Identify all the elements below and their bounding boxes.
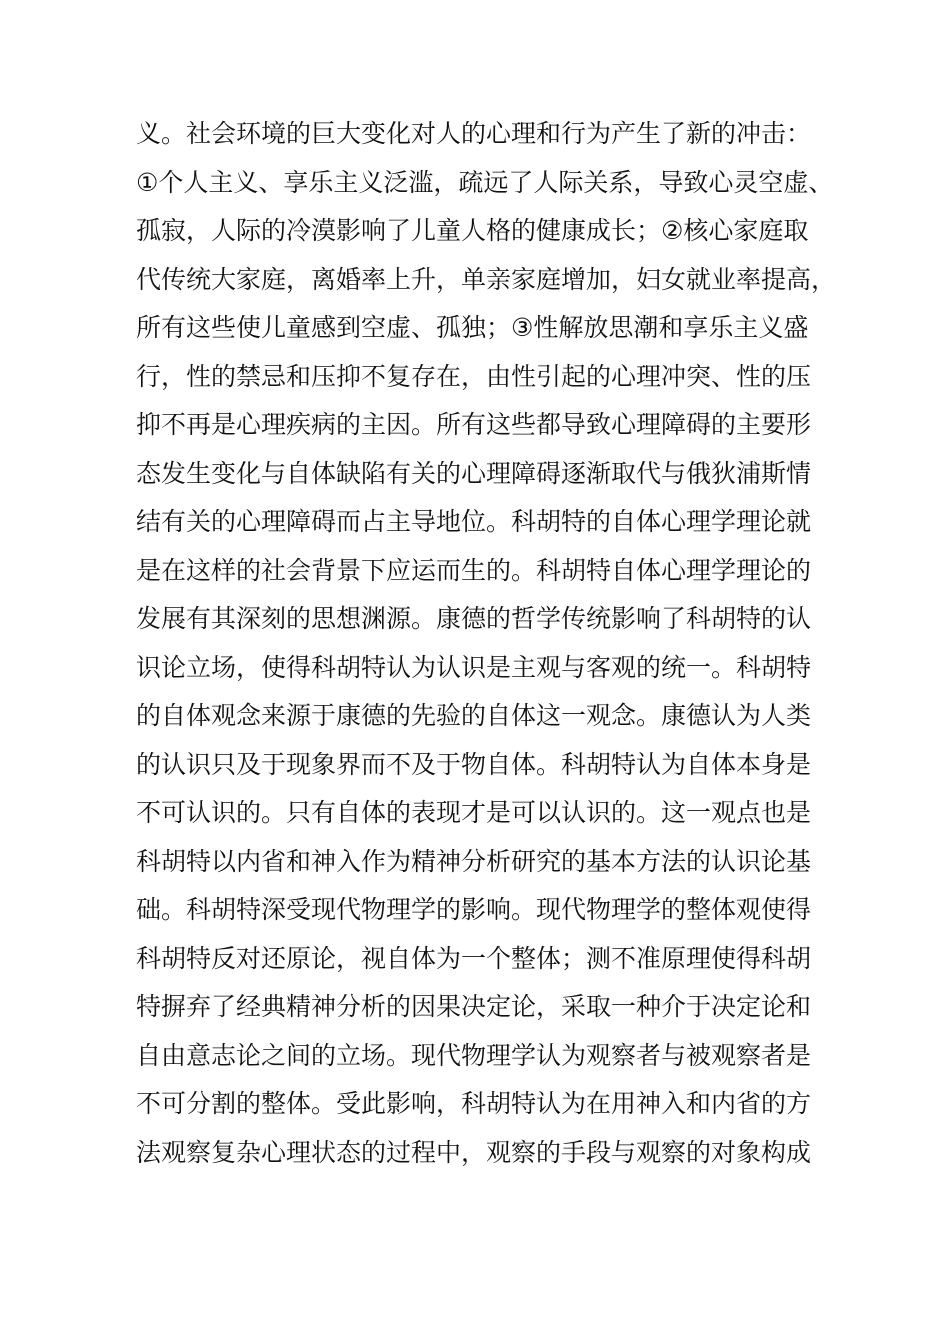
text-line: 孤寂，人际的冷漠影响了儿童人格的健康成长；②核心家庭取: [136, 216, 809, 245]
text-line: 行，性的禁忌和压抑不复存在，由性引起的心理冲突、性的压: [136, 361, 812, 391]
text-line: 代传统大家庭，离婚率上升，单亲家庭增加，妇女就业率提高，: [136, 264, 837, 294]
text-line: 自由意志论之间的立场。现代物理学认为观察者与被观察者是: [136, 1040, 812, 1070]
text-line: 的自体观念来源于康德的先验的自体这一观念。康德认为人类: [136, 701, 812, 730]
text-line: 不可认识的。只有自体的表现才是可以认识的。这一观点也是: [136, 798, 812, 827]
text-line: 不可分割的整体。受此影响，科胡特认为在用神入和内省的方: [136, 1089, 812, 1118]
text-line: 抑不再是心理疾病的主因。所有这些都导致心理障碍的主要形: [136, 410, 812, 439]
text-line: 的认识只及于现象界而不及于物自体。科胡特认为自体本身是: [136, 749, 812, 779]
body-text: [136, 110, 836, 1177]
text-line: 识论立场，使得科胡特认为认识是主观与客观的统一。科胡特: [136, 652, 812, 682]
text-line: 法观察复杂心理状态的过程中，观察的手段与观察的对象构成: [136, 1137, 812, 1167]
text-line: 础。科胡特深受现代物理学的影响。现代物理学的整体观使得: [136, 895, 812, 924]
text-line: 义。社会环境的巨大变化对人的心理和行为产生了新的冲击：: [136, 119, 812, 148]
text-line: 特摒弃了经典精神分析的因果决定论，采取一种介于决定论和: [136, 992, 812, 1021]
text-line: 科胡特以内省和神入作为精神分析研究的基本方法的认识论基: [136, 846, 812, 876]
text-line: 是在这样的社会背景下应运而生的。科胡特自体心理学理论的: [136, 555, 812, 585]
text-line: 科胡特反对还原论，视自体为一个整体；测不准原理使得科胡: [136, 943, 812, 973]
text-line: 发展有其深刻的思想渊源。康德的哲学传统影响了科胡特的认: [136, 604, 812, 633]
text-line: 所有这些使儿童感到空虚、孤独；③性解放思潮和享乐主义盛: [136, 313, 809, 342]
text-line: 结有关的心理障碍而占主导地位。科胡特的自体心理学理论就: [136, 507, 812, 536]
text-line: ①个人主义、享乐主义泛滥，疏远了人际关系，导致心灵空虚、: [136, 167, 834, 197]
text-line: 态发生变化与自体缺陷有关的心理障碍逐渐取代与俄狄浦斯情: [136, 458, 812, 488]
